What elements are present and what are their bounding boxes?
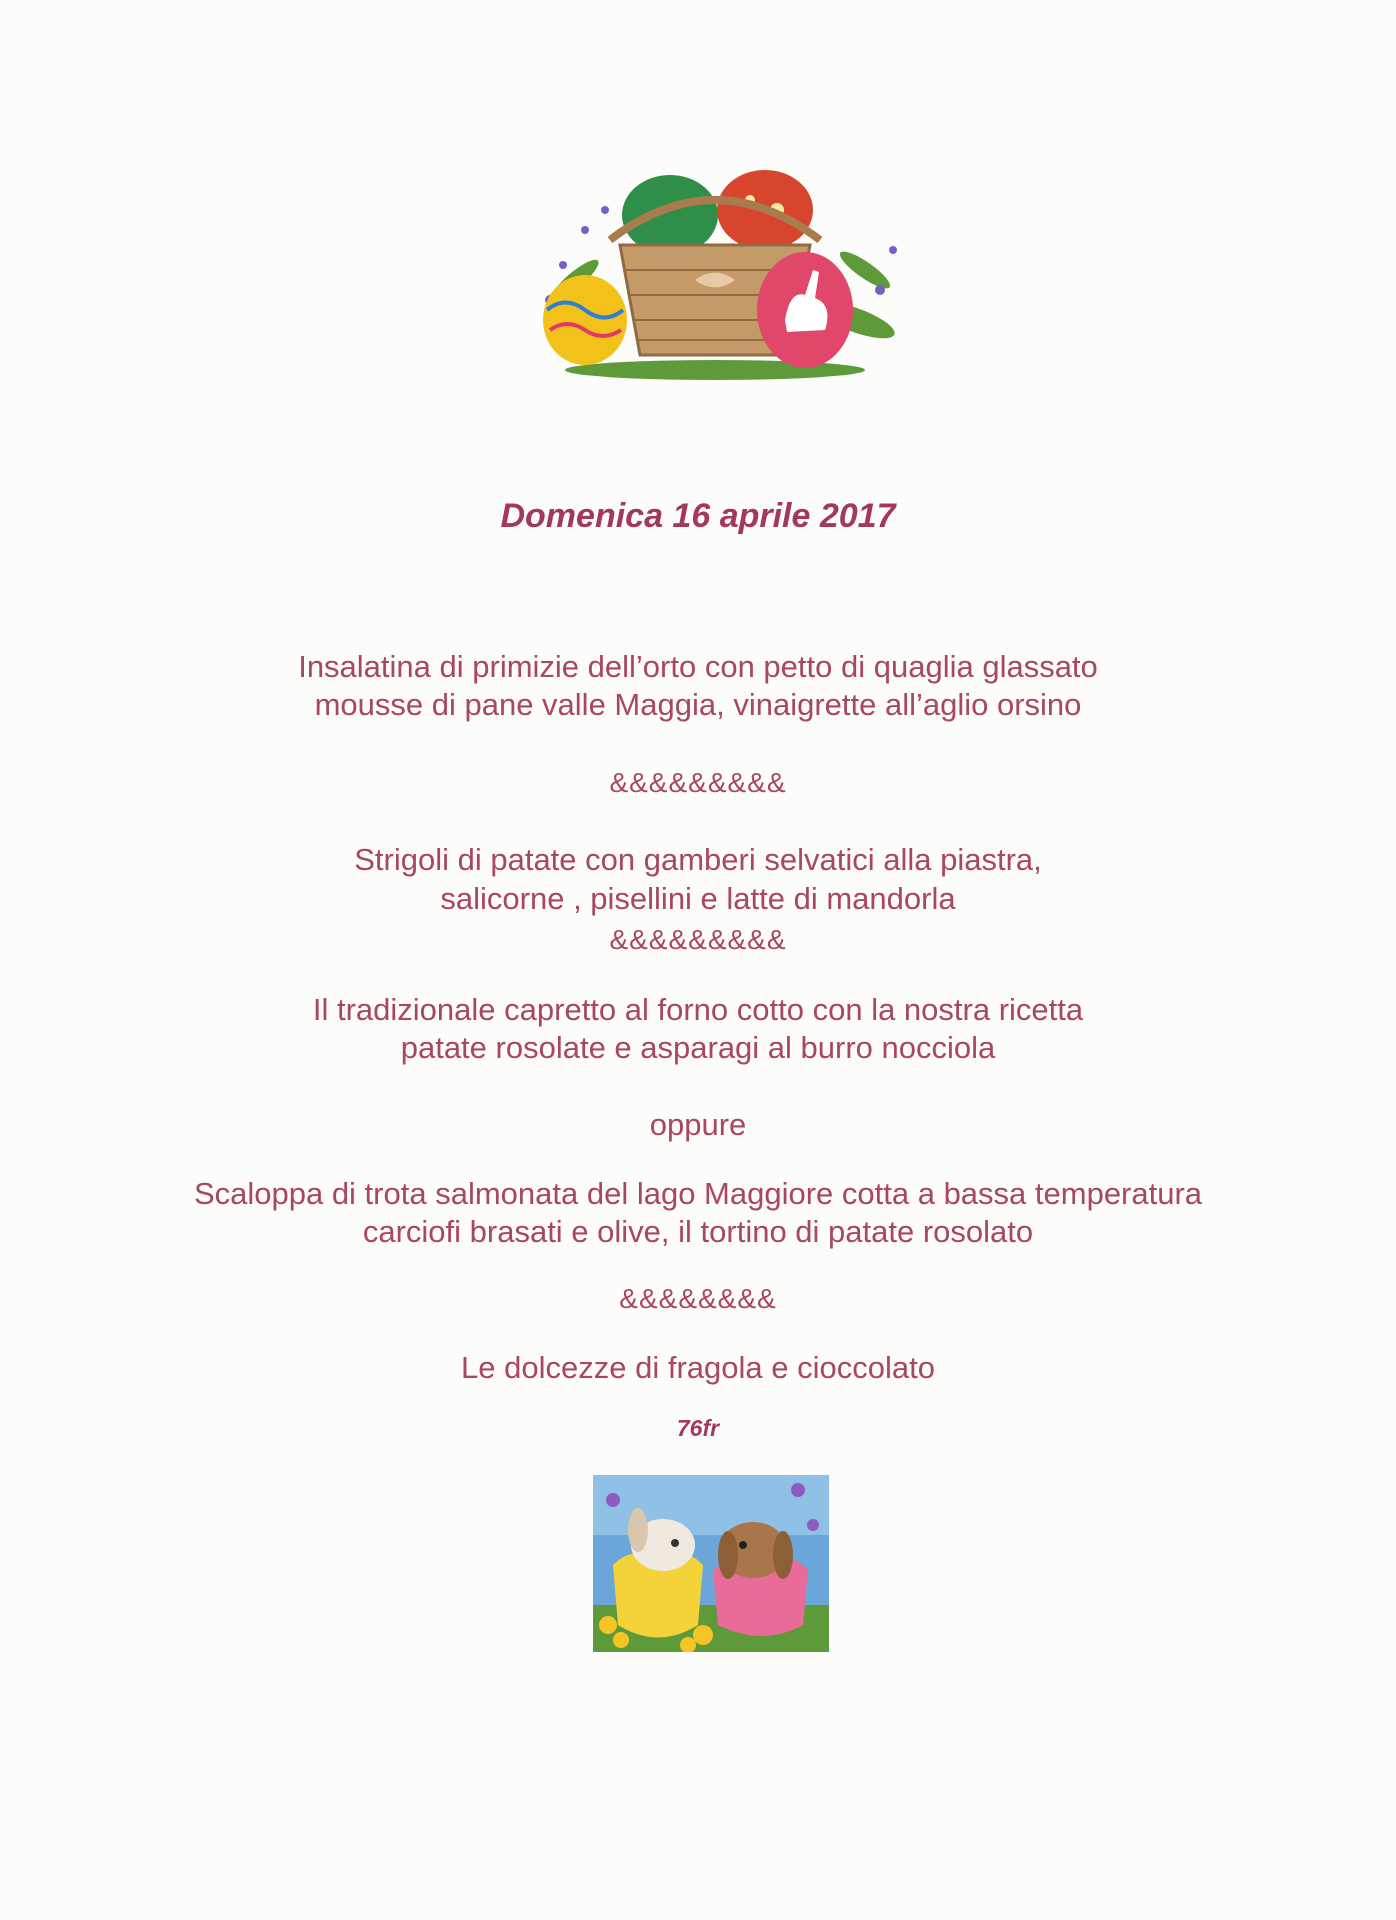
course-2-line-1: Strigoli di patate con gamberi selvatici alla piastra,: [354, 842, 1042, 877]
course-3-line-2: patate rosolate e asparagi al burro nocciola: [400, 1030, 996, 1065]
course-4-line-1: Scaloppa di trota salmonata del lago Maggiore cotta a bassa temperatura: [193, 1176, 1203, 1211]
bunnies-in-eggs-image: [593, 1475, 829, 1652]
easter-basket-image: [515, 170, 915, 380]
separator-1: &&&&&&&&&: [609, 767, 787, 798]
separator-2: &&&&&&&&&: [609, 924, 787, 955]
course-4-line-2: carciofi brasati e olive, il tortino di patate rosolato: [362, 1214, 1034, 1249]
course-2-line-2: salicorne , pisellini e latte di mandorla: [440, 881, 956, 916]
course-3-line-1: Il tradizionale capretto al forno cotto con la nostra ricetta: [312, 992, 1084, 1027]
course-1-line-1: Insalatina di primizie dell’orto con petto di quaglia glassato: [298, 649, 1098, 684]
dessert-line: Le dolcezze di fragola e cioccolato: [461, 1350, 935, 1385]
menu-date-title: Domenica 16 aprile 2017: [500, 497, 896, 535]
alternative-label: oppure: [649, 1107, 747, 1142]
course-1-line-2: mousse di pane valle Maggia, vinaigrette all’aglio orsino: [314, 687, 1082, 722]
menu-price: 76fr: [676, 1415, 720, 1441]
separator-3: &&&&&&&&: [619, 1283, 777, 1314]
